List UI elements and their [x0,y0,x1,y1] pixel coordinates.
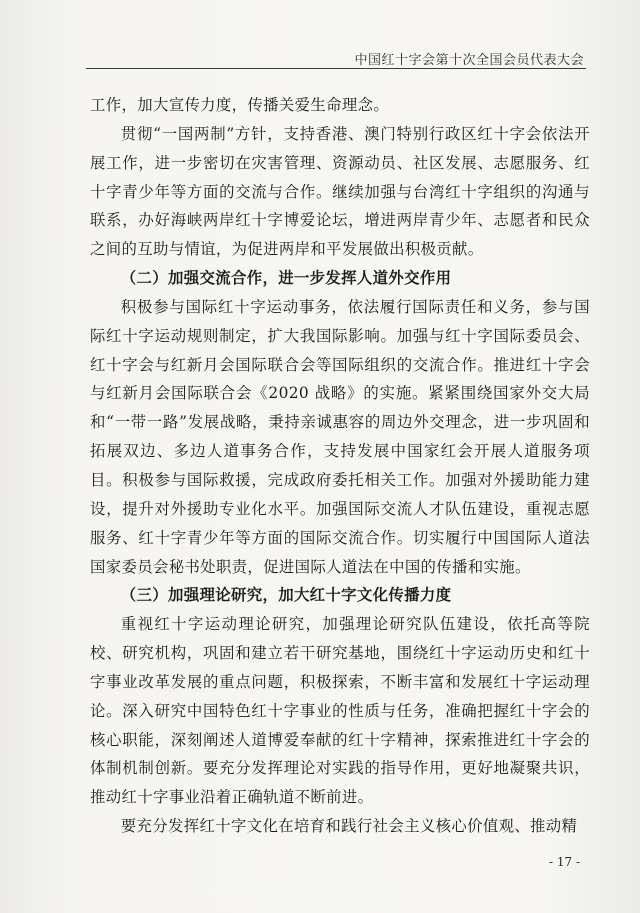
paragraph-theory-research: 重视红十字运动理论研究，加强理论研究队伍建设，依托高等院校、研究机构，巩固和建立若干研究基地，围绕红十字运动历史和红十字事业改革发展的重点问题，积极探索，不断丰富和发展红十字运动理论。深入研究中国特色红十字事业的性质与任务，准确把握红十字会的核心职能，深刻阐述人道博爱奉献的红十字精神，探索推进红十字会的体制机制创新。要充分发挥理论对实践的指导作用，更好地凝聚共识，推动红十字事业沿着正确轨道不断前进。 [90,615,590,807]
section-heading-theory-research: （三）加强理论研究，加大红十字文化传播力度 [120,586,452,605]
paragraph-continuation: 工作，加大宣传力度，传播关爱生命理念。 [90,96,390,114]
section-heading-exchange-cooperation: （二）加强交流合作，进一步发挥人道外交作用 [120,269,452,288]
running-header-title: 中国红十字会第十次全国会员代表大会 [354,53,584,68]
document-body [90,91,590,841]
header-divider [86,68,586,69]
paragraph-red-cross-culture: 要充分发挥红十字文化在培育和践行社会主义核心价值观、推动精 [120,817,578,836]
paragraph-one-country-two-systems: 贯彻“一国两制”方针，支持香港、澳门特别行政区红十字会依法开展工作，进一步密切在灾害管理、资源动员、社区发展、志愿服务、红十字青少年等方面的交流与合作。继续加强与台湾红十字组织的沟通与联系，办好海峡两岸红十字博爱论坛，增进两岸青少年、志愿者和民众之间的互助与情谊，为促进两岸和平发展做出积极贡献。 [90,124,590,259]
paragraph-international-affairs: 积极参与国际红十字运动事务，依法履行国际责任和义务，参与国际红十字运动规则制定，扩大我国际影响。加强与红十字国际委员会、红十字会与红新月会国际联合会等国际组织的交流合作。推进红十字会与红新月会国际联合会《2020 战略》的实施。紧紧围绕国家外交大局和“一带一路”发展战略，秉持亲诚惠容的周边外交理念，进一步巩固和拓展双边、多边人道事务合作，支持发展中国家红会开展人道服务项目。积极参与国际救援，完成政府委托相关工作。加强对外援助能力建设，提升对外援助专业化水平。加强国际交流人才队伍建设，重视志愿服务、红十字青少年等方面的国际交流合作。切实履行中国国际人道法国家委员会秘书处职责，促进国际人道法在中国的传播和实施。 [90,297,590,576]
page-number: - 17 - [548,855,580,869]
